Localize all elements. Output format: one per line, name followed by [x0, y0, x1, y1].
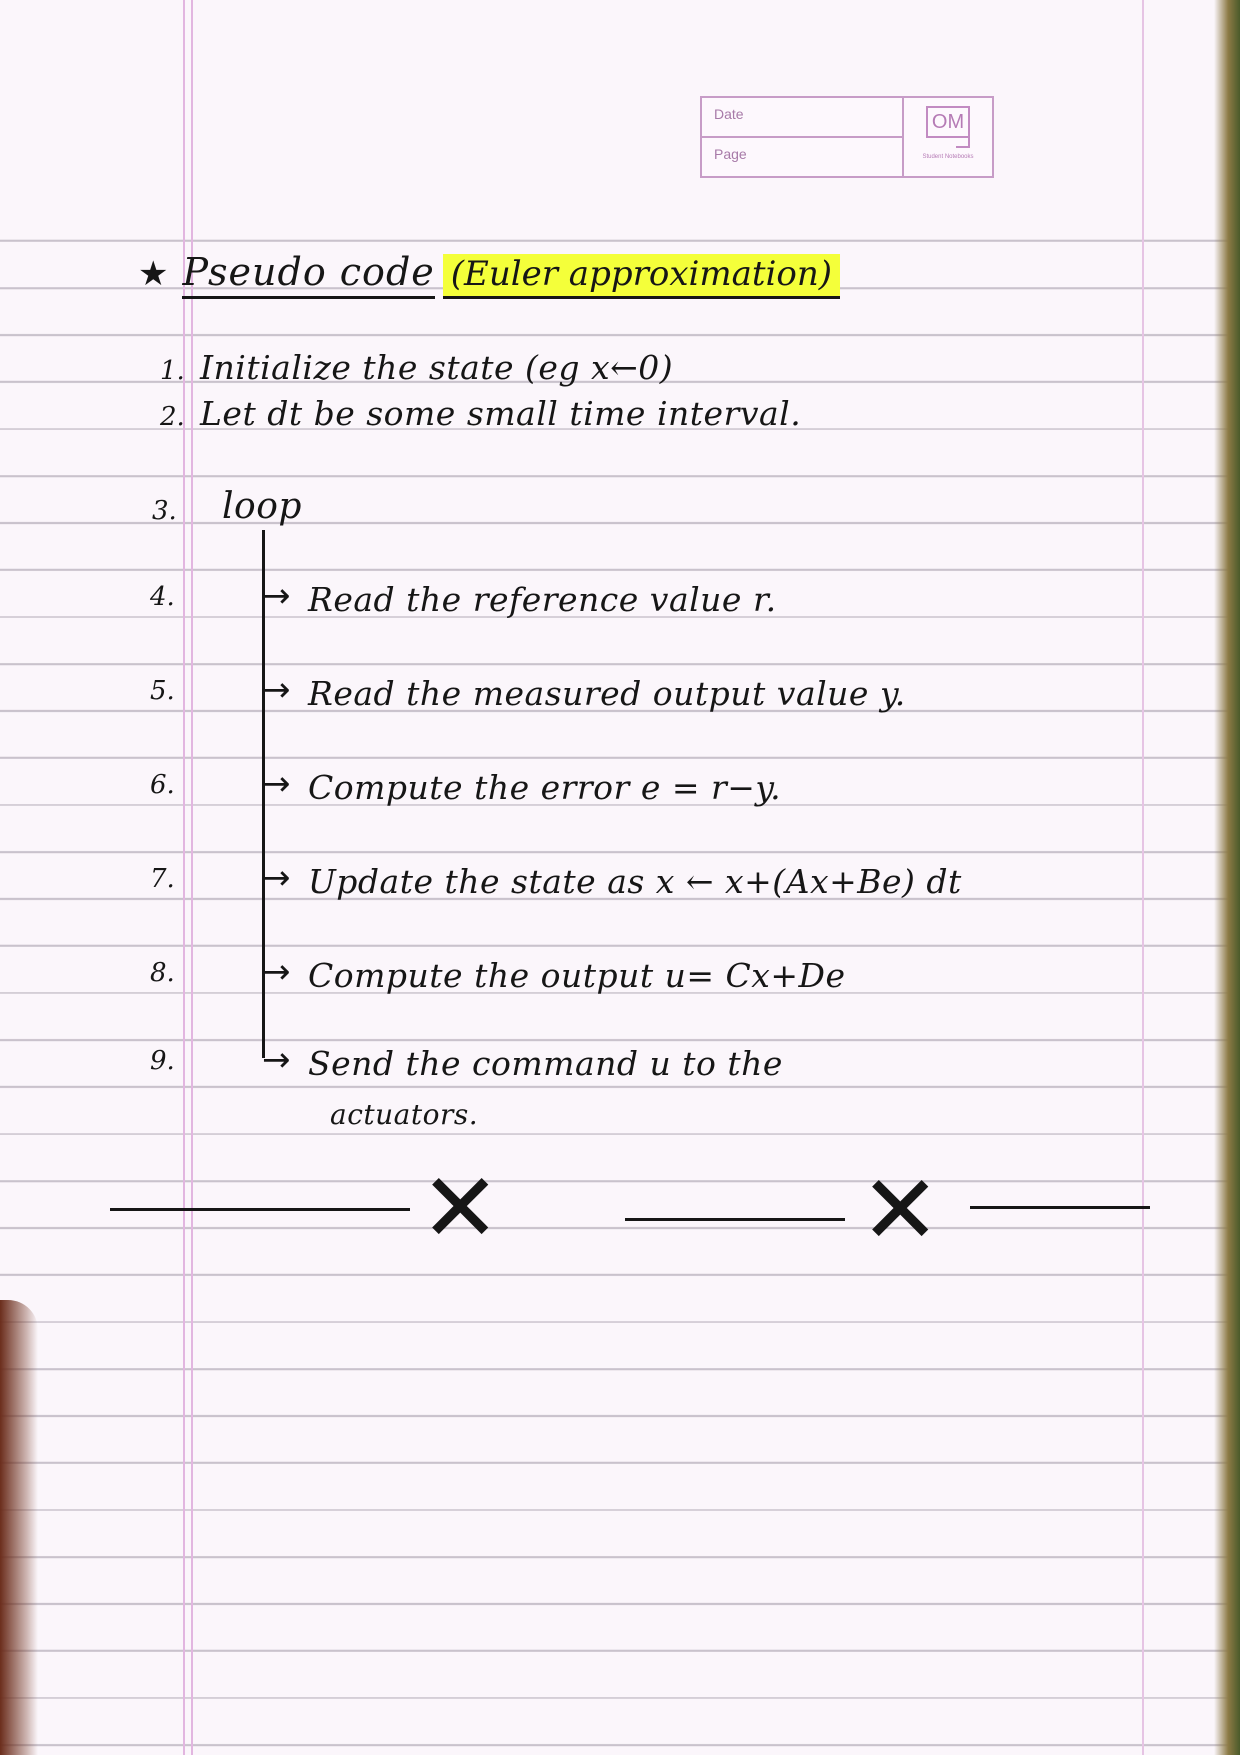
header-band: [0, 0, 1240, 225]
step-number: 5.: [150, 676, 175, 706]
step-number: 1.: [160, 356, 185, 386]
title-highlight: (Euler approximation): [443, 254, 840, 299]
logo-text: OM: [926, 106, 970, 138]
star-icon: ★: [138, 254, 169, 294]
step-text: Compute the output u= Cx+De: [308, 956, 846, 995]
brand-logo: [912, 102, 982, 170]
logo-fold-icon: [956, 132, 970, 148]
logo-subtext: Student Notebooks: [922, 154, 974, 160]
step-number: 8.: [150, 958, 175, 988]
arrow-icon: →: [262, 858, 291, 898]
end-line: [625, 1218, 845, 1221]
page-field: [702, 138, 904, 176]
step-text: loop: [222, 486, 302, 527]
date-field: [702, 98, 904, 138]
arrow-icon: →: [262, 764, 291, 804]
step-text: Compute the error e = r−y.: [308, 768, 782, 807]
step-number: 6.: [150, 770, 175, 800]
step-number: 3.: [152, 496, 177, 526]
step-number: 9.: [150, 1046, 175, 1076]
right-margin-line: [1142, 0, 1144, 1755]
arrow-icon: →: [262, 670, 291, 710]
step-text-continued: actuators.: [330, 1098, 479, 1131]
step-number: 7.: [150, 864, 175, 894]
page-edge-shadow: [1214, 0, 1240, 1755]
page-title: [138, 250, 840, 294]
step-text: Update the state as x ← x+(Ax+Be) dt: [308, 862, 962, 901]
page-label: Page: [714, 146, 747, 162]
end-line: [970, 1206, 1150, 1209]
step-text: Read the reference value r.: [308, 580, 777, 619]
arrow-icon: →: [262, 952, 291, 992]
step-text: Initialize the state (eg x←0): [200, 348, 674, 387]
arrow-icon: →: [262, 576, 291, 616]
arrow-icon: →: [262, 1040, 291, 1080]
date-label: Date: [714, 106, 744, 122]
step-number: 2.: [160, 402, 185, 432]
cross-icon: ✕: [860, 1154, 941, 1266]
cross-icon: ✕: [420, 1152, 501, 1264]
step-number: 4.: [150, 582, 175, 612]
finger-shadow: [0, 1300, 38, 1755]
step-text: Let dt be some small time interval.: [200, 394, 802, 433]
title-text: Pseudo code: [182, 250, 434, 299]
end-line: [110, 1208, 410, 1211]
step-text: Send the command u to the: [308, 1044, 783, 1083]
step-text: Read the measured output value y.: [308, 674, 906, 713]
date-page-box: [700, 96, 994, 178]
